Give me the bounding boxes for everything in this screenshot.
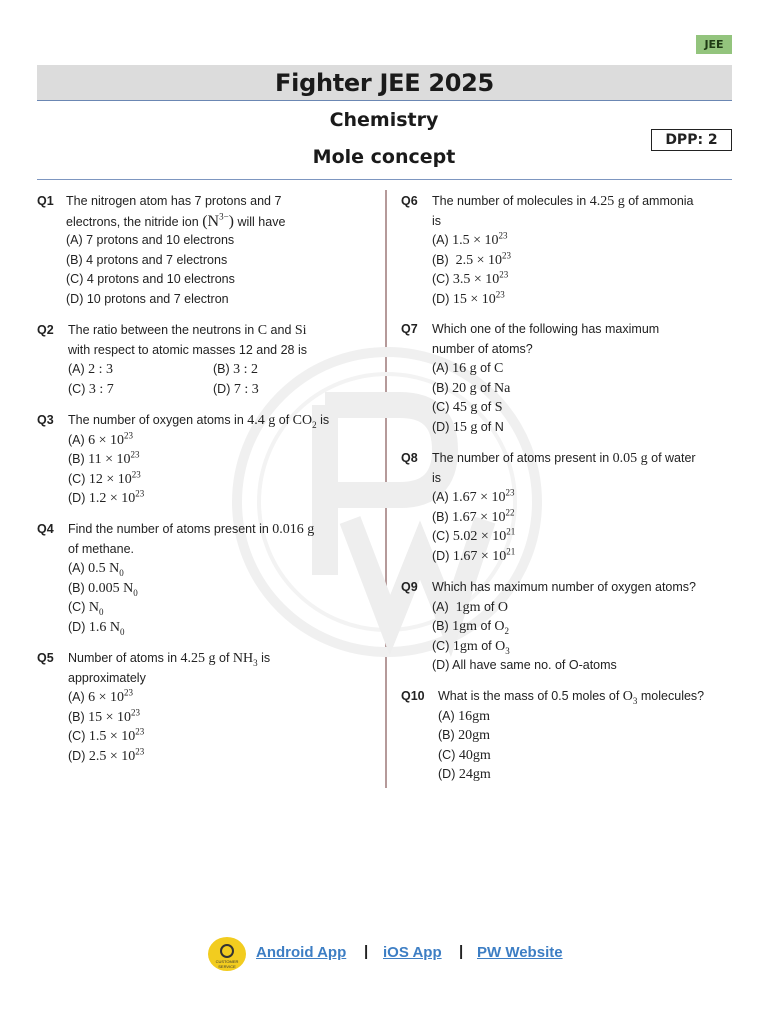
question-text: The number of atoms present in 0.05 g of water [432, 451, 696, 466]
option-c: (C) $12 \times 10^{23}$ [68, 468, 141, 487]
option-d: (D) 15 g of N [432, 419, 504, 435]
title-bar [37, 65, 732, 101]
android-app-link[interactable]: Android App [256, 944, 347, 961]
question-text: Find the number of atoms present in 0.016 g [68, 522, 315, 537]
option-b: (B) $1.67 \times 10^{22}$ [432, 506, 515, 525]
option-b: (B) 0.005 $N_0$ [68, 580, 138, 598]
option-c: (C) $N_0$ [68, 600, 104, 617]
topic-heading: Mole concept [312, 146, 456, 168]
question-text: What is the mass of 0.5 moles of $O_3$ molecules? [438, 689, 705, 706]
option-a: (A) 1gm of O [432, 599, 508, 615]
option-c: (C) 4 protons and 10 electrons [66, 272, 235, 286]
question-text: Which has maximum number of oxygen atoms? [432, 580, 696, 594]
option-d: (D) $2.5 \times 10^{23}$ [68, 745, 145, 764]
option-d: (D) $15 \times 10^{23}$ [432, 288, 505, 307]
option-d: (D) $1.67 \times 10^{21}$ [432, 545, 516, 564]
footer [0, 937, 768, 971]
option-b: (B) 1gm of $O_2$ [432, 619, 510, 636]
question-text: is [432, 470, 442, 485]
question-number: Q3 [37, 413, 54, 427]
option-d: (D) 10 protons and 7 electron [66, 291, 229, 306]
option-c: (C) $5.02 \times 10^{21}$ [432, 526, 516, 544]
question-text: of methane. [68, 541, 135, 556]
option-d: (D) 1.6 $N_0$ [68, 619, 125, 637]
footer-separator: | [364, 943, 369, 960]
question-number: Q9 [401, 580, 418, 594]
exam-badge: JEE [696, 35, 732, 54]
question-number: Q4 [37, 522, 54, 536]
column-divider [385, 190, 387, 788]
question-number: Q2 [37, 323, 54, 337]
option-b: (B) $11 \times 10^{23}$ [68, 449, 140, 467]
footer-separator: | [459, 943, 464, 960]
question-text: electrons, the nitride ion $(N^{3-})$ will have [66, 211, 286, 230]
page-title: Fighter JEE 2025 [275, 69, 494, 97]
option-a: (A) $6 \times 10^{23}$ [68, 429, 134, 448]
left-column [37, 192, 377, 782]
question-text: number of atoms? [432, 341, 533, 356]
question-number: Q10 [401, 689, 425, 703]
question-number: Q6 [401, 194, 418, 208]
option-d: (D) 7 : 3 [213, 381, 259, 397]
question-number: Q1 [37, 194, 54, 208]
option-a: (A) 16 g of C [432, 361, 504, 376]
option-a: (A) 0.5 $N_0$ [68, 561, 124, 578]
option-c: (C) 3 : 7 [68, 381, 114, 397]
question-number: Q7 [401, 322, 418, 336]
option-b: (B) $15 \times 10^{23}$ [68, 706, 141, 725]
option-c: (C) $3.5 \times 10^{23}$ [432, 269, 509, 287]
question-text: Which one of the following has maximum [432, 322, 660, 336]
question-text: The number of molecules in 4.25 g of ammonia [432, 194, 694, 209]
question-text: approximately [68, 670, 146, 685]
option-a: (A) 2 : 3 [68, 362, 114, 377]
dpp-box: DPP: 2 [651, 129, 732, 151]
question-text: Number of atoms in 4.25 g of $NH_3$ is [68, 651, 271, 668]
header-rule [37, 179, 732, 180]
customer-service-logo-icon[interactable]: CUSTOMER SERVICE [208, 937, 246, 971]
option-b: (B) 3 : 2 [213, 362, 259, 377]
option-a: (A) $1.5 \times 10^{23}$ [432, 230, 508, 248]
option-b: (B) 20gm [438, 728, 491, 743]
option-c: (C) $1.5 \times 10^{23}$ [68, 726, 145, 744]
option-a: (A) 7 protons and 10 electrons [66, 233, 235, 247]
option-b: (B) 20 g of Na [432, 380, 511, 396]
option-a: (A) $6 \times 10^{23}$ [68, 687, 134, 705]
pw-website-link[interactable]: PW Website [477, 944, 563, 961]
option-c: (C) 45 g of S [432, 400, 503, 415]
question-text: The ratio between the neutrons in C and Si [68, 323, 307, 338]
right-column [401, 192, 731, 782]
option-b: (B) $2.5 \times 10^{23}$ [432, 249, 512, 268]
option-c: (C) 40gm [438, 747, 491, 763]
question-text: The number of oxygen atoms in 4.4 g of $CO_2$ is [68, 413, 330, 430]
option-c: (C) 1gm of $O_3$ [432, 638, 510, 656]
option-b: (B) 4 protons and 7 electrons [66, 252, 228, 267]
option-a: (A) $1.67 \times 10^{23}$ [432, 487, 515, 505]
question-text: is [432, 213, 442, 228]
question-number: Q5 [37, 651, 54, 665]
ios-app-link[interactable]: iOS App [383, 944, 442, 961]
question-number: Q8 [401, 451, 418, 465]
option-d: (D) All have same no. of O-atoms [432, 658, 617, 672]
subject-heading: Chemistry [329, 109, 439, 131]
question-text: with respect to atomic masses 12 and 28 is [68, 342, 308, 357]
option-d: (D) $1.2 \times 10^{23}$ [68, 488, 145, 506]
question-text: The nitrogen atom has 7 protons and 7 [66, 194, 282, 208]
option-d: (D) 24gm [438, 767, 491, 782]
option-a: (A) 16gm [438, 708, 491, 724]
